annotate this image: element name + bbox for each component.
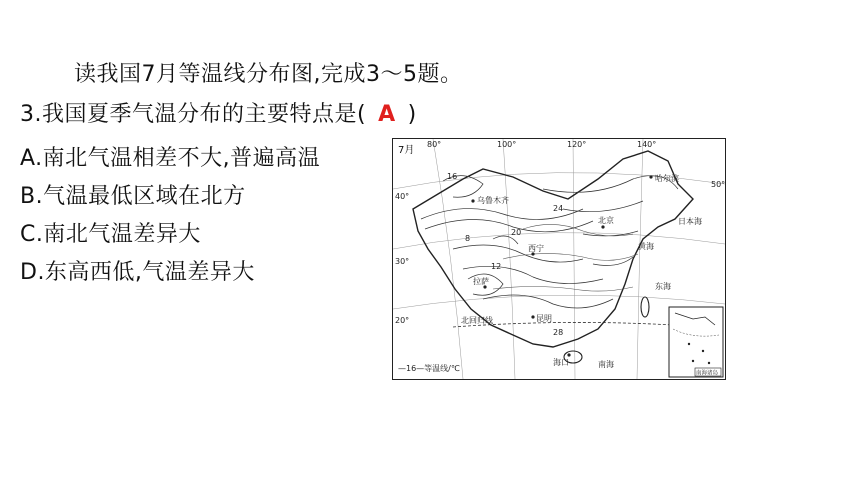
isotherm-label-28: 28 (553, 328, 564, 337)
option-c: C.南北气温差异大 (20, 222, 201, 247)
isotherm-label-16: 16 (447, 172, 458, 181)
option-b: B.气温最低区域在北方 (20, 184, 246, 209)
south-sea-inset (669, 307, 723, 377)
city-beijing: 北京 (598, 216, 614, 225)
isotherm-label-24: 24 (553, 204, 564, 213)
city-urumqi: 乌鲁木齐 (477, 196, 509, 205)
inset-label: 南海诸岛 (696, 370, 719, 377)
sea-south: 南海 (598, 360, 614, 369)
city-haikou: 海口 (553, 358, 569, 367)
question-3 (20, 100, 417, 130)
taiwan-island (641, 297, 649, 317)
lon-label-140: 140° (637, 140, 657, 149)
tropic-label: 北回归线 (461, 316, 493, 325)
july-isotherm-map (392, 138, 726, 380)
lat-label-30: 30° (395, 257, 410, 266)
option-a: A.南北气温相差不大,普遍高温 (20, 146, 321, 171)
lon-label-80: 80° (427, 140, 442, 149)
city-lhasa: 拉萨 (473, 277, 489, 286)
lon-label-100: 100° (497, 140, 517, 149)
question-prefix: 3.我国夏季气温分布的主要特点是( (20, 102, 367, 127)
map-legend: —16—等温线/℃ (398, 364, 460, 373)
sea-japan: 日本海 (678, 217, 702, 226)
lat-label-50: 50° (711, 180, 725, 189)
lat-label-40: 40° (395, 192, 410, 201)
month-label: 7月 (398, 145, 415, 156)
lon-label-120: 120° (567, 140, 587, 149)
city-kunming: 昆明 (536, 314, 552, 323)
city-xining: 西宁 (528, 244, 544, 253)
intro-text: 读我国7月等温线分布图,完成3～5题。 (74, 62, 463, 87)
isotherm-label-12: 12 (491, 262, 502, 271)
map-svg (393, 139, 725, 379)
option-d: D.东高西低,气温差异大 (20, 260, 255, 285)
sea-yellow: 黄海 (638, 242, 654, 251)
question-suffix: ) (407, 102, 417, 127)
isotherm-label-20: 20 (511, 228, 522, 237)
answer-mark: A (378, 102, 396, 127)
isotherm-label-8: 8 (465, 234, 471, 243)
sea-east: 东海 (655, 282, 671, 291)
city-harbin: 哈尔滨 (655, 174, 679, 183)
lat-label-20: 20° (395, 316, 410, 325)
